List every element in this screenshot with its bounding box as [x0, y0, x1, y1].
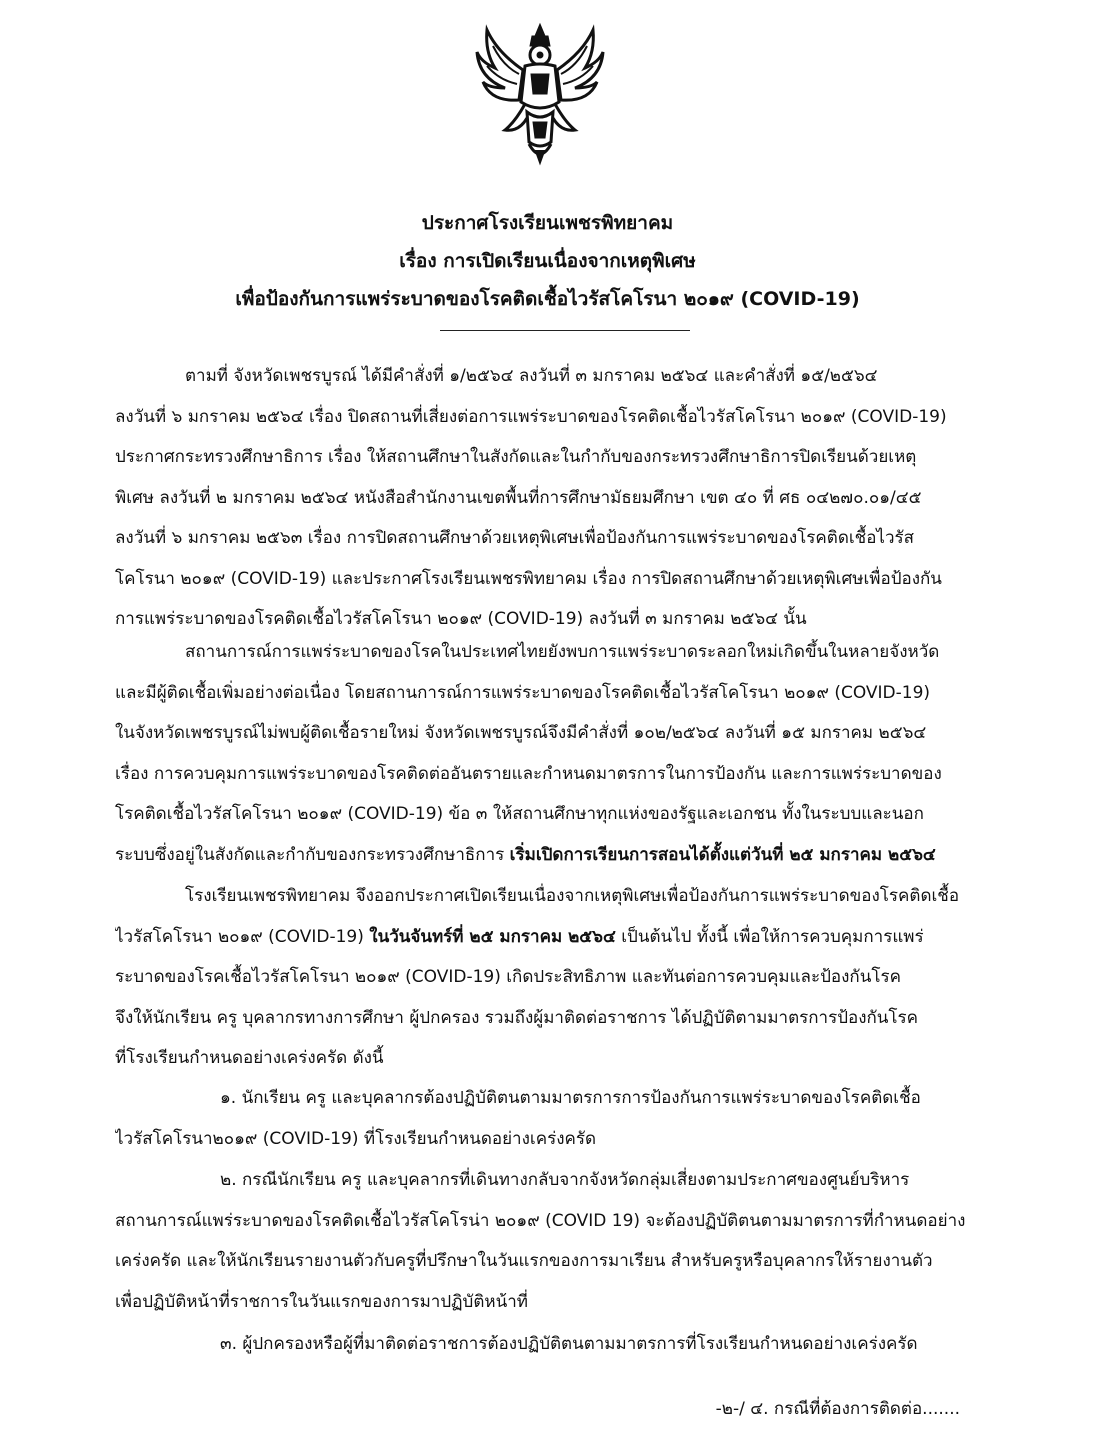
- item1-line-2: ไวรัสโคโรนา๒๐๑๙ (COVID-19) ที่โรงเรียนกำหนดอย่างเคร่งครัด: [115, 1128, 597, 1149]
- paragraph-1: [115, 356, 995, 640]
- item-1: [115, 1078, 995, 1159]
- header-title: ประกาศโรงเรียนเพชรพิทยาคม: [421, 212, 674, 234]
- p1-line-5: ลงวันที่ ๖ มกราคม ๒๕๖๓ เรื่อง การปิดสถานศึกษาด้วยเหตุพิเศษเพื่อป้องกันการแพร่ระบาดของโรคติดเชื้อไวรัส: [115, 528, 915, 548]
- p3-line-1: โรงเรียนเพชรพิทยาคม จึงออกประกาศเปิดเรียนเนื่องจากเหตุพิเศษเพื่อป้องกันการแพร่ระบาดของโรคติดเชื้อ: [185, 886, 960, 906]
- p2-line-6-text: ระบบซึ่งอยู่ในสังกัดและกำกับของกระทรวงศึกษาธิการ: [115, 844, 510, 865]
- p3-line-2: [115, 917, 995, 958]
- p2-line-2: และมีผู้ติดเชื้อเพิ่มอย่างต่อเนื่อง โดยสถานการณ์การแพร่ระบาดของโรคติดเชื้อไวรัสโคโรนา ๒๐๑๙ (COVID-19): [115, 682, 931, 703]
- item2-line-2: สถานการณ์แพร่ระบาดของโรคติดเชื้อไวรัสโคโรน่า ๒๐๑๙ (COVID 19) จะต้องปฏิบัติตนตามมาตรการที่กำหนดอย่าง: [115, 1210, 966, 1231]
- p1-line-1: ตามที่ จังหวัดเพชรบูรณ์ ได้มีคำสั่งที่ ๑/๒๕๖๔ ลงวันที่ ๓ มกราคม ๒๕๖๔ และคำสั่งที่ ๑๕/๒๕๖๔: [185, 366, 878, 386]
- p3-line-5: ที่โรงเรียนกำหนดอย่างเคร่งครัด ดังนี้: [115, 1048, 384, 1068]
- continuation-note: -๒-/ ๔. กรณีที่ต้องการติดต่อ.......: [715, 1399, 960, 1419]
- item1-line-1: ๑. นักเรียน ครู และบุคลากรต้องปฏิบัติตนตามมาตรการการป้องกันการแพร่ระบาดของโรคติดเชื้อ: [220, 1088, 921, 1108]
- header-subject: เรื่อง การเปิดเรียนเนื่องจากเหตุพิเศษ: [399, 250, 696, 272]
- p2-line-4: เรื่อง การควบคุมการแพร่ระบาดของโรคติดต่ออันตรายและกำหนดมาตรการในการป้องกัน และการแพร่ระบาดของ: [115, 763, 942, 784]
- p1-line-2: ลงวันที่ ๖ มกราคม ๒๕๖๔ เรื่อง ปิดสถานที่เสี่ยงต่อการแพร่ระบาดของโรคติดเชื้อไวรัสโคโรนา ๒๐๑๙ (COVID-19): [115, 406, 947, 427]
- p2-line-3: ในจังหวัดเพชรบูรณ์ไม่พบผู้ติดเชื้อรายใหม่ จังหวัดเพชรบูรณ์จึงมีคำสั่งที่ ๑๐๒/๒๕๖๔ ลงวันที่ ๑๕ มกราคม ๒๕๖๔: [115, 723, 927, 743]
- p2-line-1: สถานการณ์การแพร่ระบาดของโรคในประเทศไทยยังพบการแพร่ระบาดระลอกใหม่เกิดขึ้นในหลายจังหวัด: [185, 642, 940, 662]
- p2-line-6-bold: เริ่มเปิดการเรียนการสอนได้ตั้งแต่วันที่ ๒๕ มกราคม ๒๕๖๔: [509, 844, 936, 865]
- paragraph-2: [115, 632, 995, 875]
- p1-line-3: ประกาศกระทรวงศึกษาธิการ เรื่อง ให้สถานศึกษาในสังกัดและในกำกับของกระทรวงศึกษาธิการปิดเรียนด้วยเหตุ: [115, 447, 917, 467]
- item-2: [115, 1160, 995, 1322]
- header-divider: [440, 330, 690, 331]
- p3-line-2-bold: ในวันจันทร์ที่ ๒๕ มกราคม ๒๕๖๔: [369, 926, 616, 947]
- p1-line-4: พิเศษ ลงวันที่ ๒ มกราคม ๒๕๖๔ หนังสือสำนักงานเขตพื้นที่การศึกษามัธยมศึกษา เขต ๔๐ ที่ ศธ ๐๔๒๗๐.๐๑/๔๕: [115, 487, 922, 508]
- p1-line-7: การแพร่ระบาดของโรคติดเชื้อไวรัสโคโรนา ๒๐๑๙ (COVID-19) ลงวันที่ ๓ มกราคม ๒๕๖๔ นั้น: [115, 609, 807, 629]
- p3-line-3: ระบาดของโรคเชื้อไวรัสโคโรนา ๒๐๑๙ (COVID-19) เกิดประสิทธิภาพ และทันต่อการควบคุมและป้องกันโรค: [115, 967, 901, 987]
- p3-line-2-text-c: เป็นต้นไป ทั้งนี้ เพื่อให้การควบคุมการแพร่: [615, 926, 924, 947]
- header-purpose: เพื่อป้องกันการแพร่ระบาดของโรคติดเชื้อไวรัสโคโรนา ๒๐๑๙ (COVID-19): [235, 288, 860, 310]
- p3-line-2-text-a: ไวรัสโคโรนา ๒๐๑๙ (COVID-19): [115, 926, 370, 947]
- item2-line-3: เคร่งครัด และให้นักเรียนรายงานตัวกับครูที่ปรึกษาในวันแรกของการมาเรียน สำหรับครูหรือบุคลากรให้รายงานตัว: [115, 1251, 933, 1271]
- item3-line-1: ๓. ผู้ปกครองหรือผู้ที่มาติดต่อราชการต้องปฏิบัติตนตามมาตรการที่โรงเรียนกำหนดอย่างเคร่งครัด: [220, 1334, 918, 1354]
- p2-line-5: โรคติดเชื้อไวรัสโคโรนา ๒๐๑๙ (COVID-19) ข้อ ๓ ให้สถานศึกษาทุกแห่งของรัฐและเอกชน ทั้งในระบบและนอก: [115, 804, 924, 824]
- item2-line-1: ๒. กรณีนักเรียน ครู และบุคลากรที่เดินทางกลับจากจังหวัดกลุ่มเสี่ยงตามประกาศของศูนย์บริหาร: [220, 1170, 910, 1190]
- item-3: [115, 1324, 995, 1365]
- garuda-emblem: [475, 22, 605, 167]
- item2-line-4: เพื่อปฏิบัติหน้าที่ราชการในวันแรกของการมาปฏิบัติหน้าที่: [115, 1291, 528, 1312]
- paragraph-3: [115, 876, 995, 1079]
- p1-line-6: โคโรนา ๒๐๑๙ (COVID-19) และประกาศโรงเรียนเพชรพิทยาคม เรื่อง การปิดสถานศึกษาด้วยเหตุพิเศษเพื่อป้องกัน: [115, 568, 942, 589]
- document-header: [0, 204, 1095, 318]
- p2-line-6: [115, 835, 995, 876]
- p3-line-4: จึงให้นักเรียน ครู บุคลากรทางการศึกษา ผู้ปกครอง รวมถึงผู้มาติดต่อราชการ ได้ปฏิบัติตามมาตรการป้องกันโรค: [115, 1007, 919, 1028]
